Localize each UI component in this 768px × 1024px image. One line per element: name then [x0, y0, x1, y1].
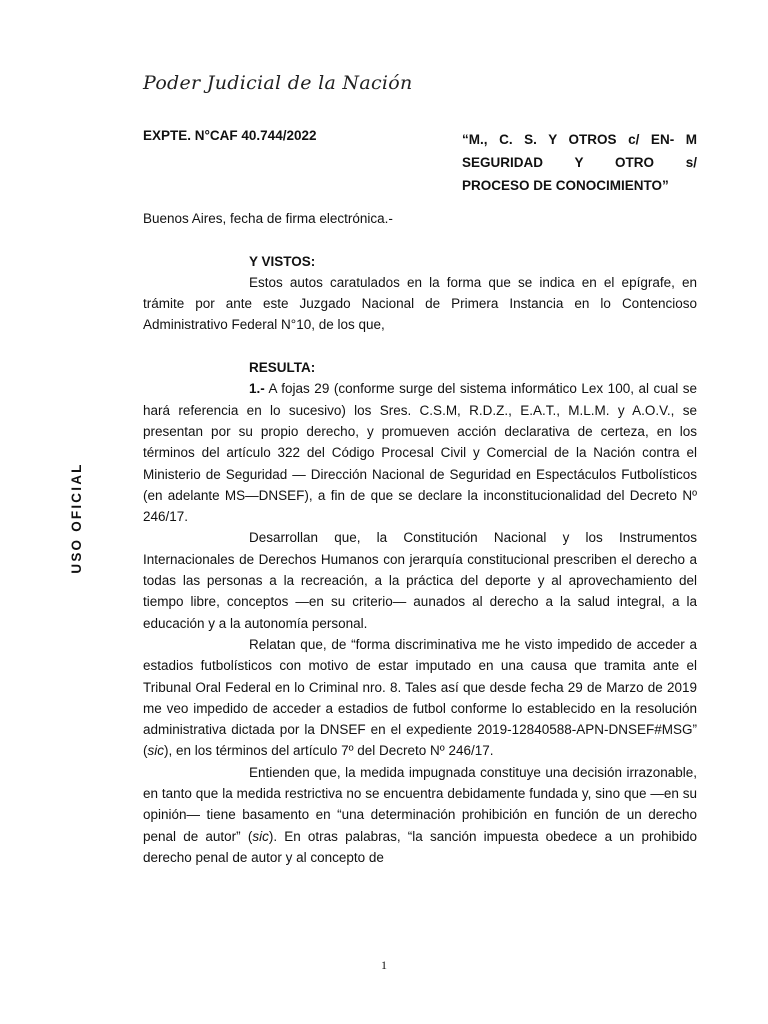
resulta-paragraph-2: Desarrollan que, la Constitución Nacional y los Instrumentos Internacionales de Derechos Humanos con jerarquía constitucional prescriben el derecho a todas las personas a la recreación, a la práctica del deporte y al aprovechamiento del tiempo libre, conceptos —en su criterio— aunados al derecho a la salud integral, a la educación y a la autonomía personal. [143, 530, 697, 631]
resulta-paragraph-1 [143, 378, 697, 527]
item-number: 1.- [249, 381, 265, 397]
resulta-paragraph-3 [143, 634, 697, 762]
document-body [143, 208, 697, 868]
case-number: EXPTE. N°CAF 40.744/2022 [143, 128, 317, 143]
case-title [462, 128, 697, 197]
paragraph-text: Entienden que, la medida impugnada constituye una decisión irrazonable, en tanto que la medida restrictiva no se encuentra debidamente fundada y, sino que —en su opinión— tiene basamento en “una determinación prohibición en función de un derecho penal de autor” ( [143, 764, 697, 844]
official-use-stamp: USO OFICIAL [69, 462, 84, 574]
resulta-heading: RESULTA: [249, 360, 316, 376]
paragraph-text: A fojas 29 (conforme surge del sistema informático Lex 100, al cual se hará referencia en lo sucesivo) los Sres. C.S.M, R.D.Z., E.A.T., M.L.M. y A.O.V., se presentan por su propio derecho, y promueven acción declarativa de certeza, en los términos del artículo 322 del Código Procesal Civil y Comercial de la Nación contra el Ministerio de Seguridad — Dirección Nacional de Seguridad en Espectáculos Futbolísticos (en adelante MS—DNSEF), a fin de que se declare la inconstitucionalidad del Decreto Nº 246/17. [143, 381, 697, 525]
sic-mark: sic [147, 743, 164, 759]
court-header: Poder Judicial de la Nación [143, 72, 413, 94]
case-title-line: PROCESO DE CONOCIMIENTO” [462, 178, 669, 193]
resulta-paragraph-4 [143, 762, 697, 868]
sic-mark: sic [252, 828, 269, 844]
paragraph-text: ), en los términos del artículo 7º del Decreto Nº 246/17. [164, 743, 494, 759]
paragraph-text: Relatan que, de “forma discriminativa me he visto impedido de acceder a estadios futbolísticos con motivo de estar imputado en una causa que tramita ante el Tribunal Oral Federal en lo Criminal nro. 8. Tales así que desde fecha 29 de Marzo de 2019 me veo impedido de acceder a estadios de futbol conforme lo establecido en la resolución administrativa dictada por la DNSEF en el expediente 2019-12840588-APN-DNSEF#MSG” ( [143, 636, 697, 759]
paragraph-text: ). En otras palabras, “la sanción impuesta obedece a un prohibido derecho penal de autor y al concepto de [143, 828, 698, 865]
page-number: 1 [381, 958, 387, 972]
vistos-heading: Y VISTOS: [249, 253, 316, 269]
place-date: Buenos Aires, fecha de firma electrónica.- [143, 211, 393, 226]
vistos-paragraph: Estos autos caratulados en la forma que se indica en el epígrafe, en trámite por ante este Juzgado Nacional de Primera Instancia en lo Contencioso Administrativo Federal N°10, de los que, [143, 274, 697, 333]
case-title-line: “M., C. S. Y OTROS c/ EN- M [462, 132, 697, 147]
case-title-line: SEGURIDAD Y OTRO s/ [462, 155, 697, 170]
